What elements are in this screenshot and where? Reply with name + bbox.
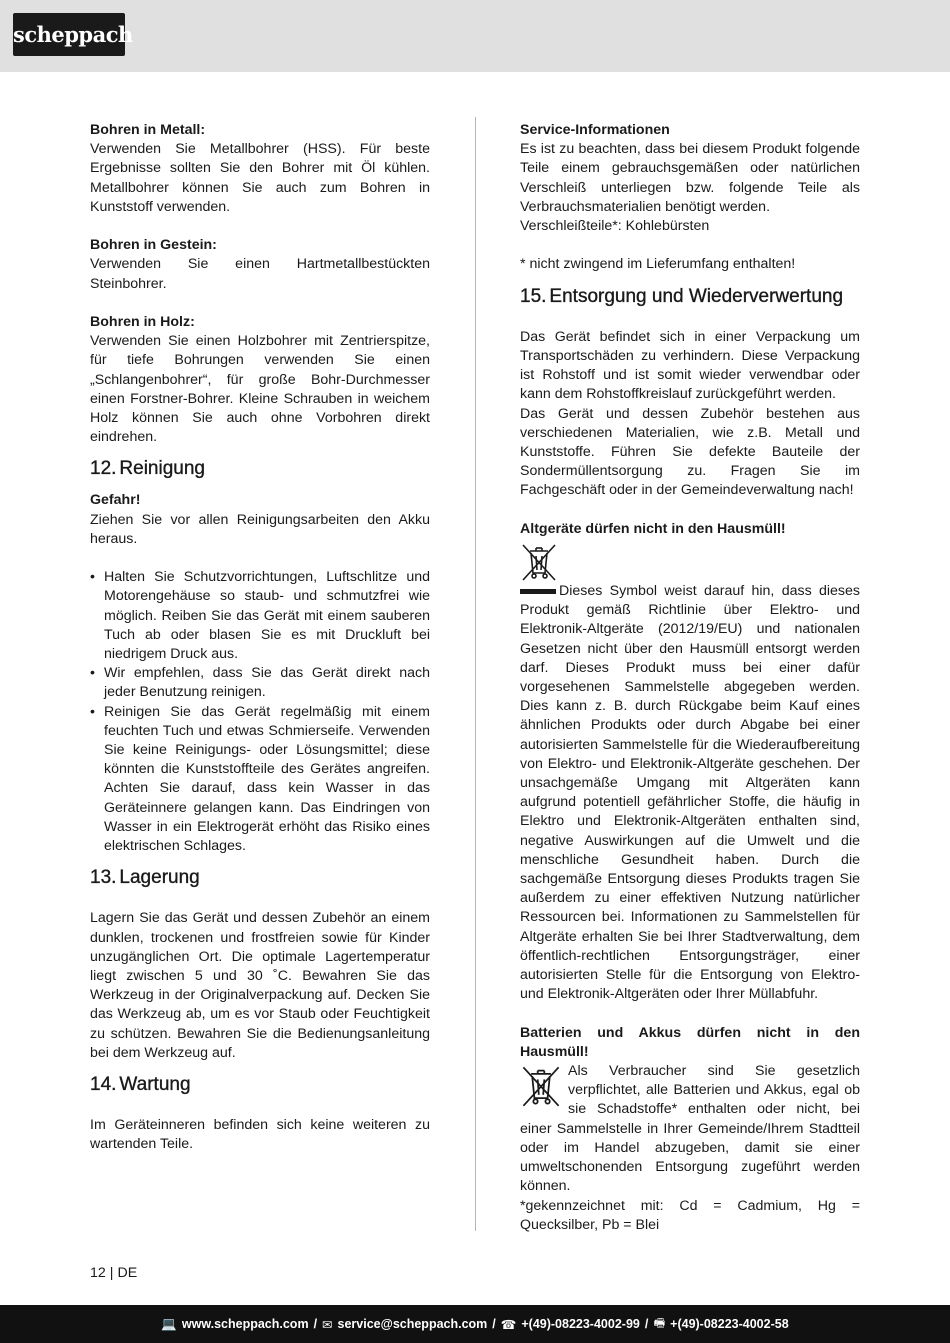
section-15-title: Entsorgung und Wiederverwertung <box>549 285 844 307</box>
cleaning-list <box>90 568 430 856</box>
stone-heading: Bohren in Gestein: <box>90 237 217 254</box>
section-15-number: 15. <box>520 285 547 307</box>
service-heading: Service-Informationen <box>520 122 670 138</box>
battery-text: Als Verbraucher sind Sie gesetzlich verpflichtet, alle Batterien und Akkus, egal ob sie Schadstoffe* enthalten oder nicht, bei einer Sammelstelle in Ihrer Gemeinde/Ihrem Stadtteil oder im Handel abzugeben, damit sie einer umweltschonenden Entsorgung zugeführt werden können. <box>520 1063 860 1195</box>
section-12-heading <box>90 457 430 481</box>
footer-email[interactable] <box>322 1317 487 1332</box>
weee-text <box>520 582 860 1004</box>
danger-heading: Gefahr! <box>90 492 141 509</box>
stone-text: Verwenden Sie einen Hartmetallbestückten Steinbohrer. <box>90 256 430 292</box>
email-link[interactable]: service@scheppach.com <box>337 1317 488 1331</box>
crossed-bin-icon <box>520 542 558 582</box>
section-13-title: Lagerung <box>119 867 200 889</box>
metal-text: Verwenden Sie Metallbohrer (HSS). Für beste Ergebnisse sollten Sie den Bohrer mit Öl kühlen. Metallbohrer können Sie auch zum Bohren in Kunststoff verwenden. <box>90 141 430 215</box>
website-link[interactable]: www.scheppach.com <box>181 1317 309 1331</box>
right-column <box>520 121 860 1235</box>
metal-heading: Bohren in Metall: <box>90 122 206 138</box>
service-text: Es ist zu beachten, dass bei diesem Produkt folgende Teile einem gebrauchsgemäßen oder natürlichen Verschleiß unterliegen bzw. folgende Teile als Verbrauchsmaterialien benötigt werden. <box>520 141 860 215</box>
battery-block <box>520 1062 860 1196</box>
phone-icon: ☎ <box>500 1317 517 1332</box>
weee-text-body: Dieses Symbol weist darauf hin, dass dieses Produkt gemäß Richtlinie über Elektro- und Elektronik-Altgeräte (2012/19/EU) und nationalen Gesetzen nicht über den Hausmüll entsorgt werden darf. Dieses Produkt muss bei einer dafür vorgesehenen Sammelstelle abgegeben werden. Dies kann z. B. durch Rückgabe beim Kauf eines ähnlichen Produkts oder durch Abgabe bei einer autorisierten Sammelstelle für die Wiederaufbereitung von Elektro- und Elektronik-Altgeräte geschehen. Der unsachgemäße Umgang mit Altgeräten kann aufgrund potentiell gefährlicher Stoffe, die häufig in Elektro und Elektronik-Altgeräten enthalten sind, negative Auswirkungen auf die Umwelt und die menschliche Gesundheit haben. Durch die sachgemäße Entsorgung dieses Produkts tragen Sie außerdem zu einer effektiven Nutzung natürlicher Ressourcen bei. Informationen zu Sammelstellen für Altgeräte erhalten Sie bei Ihrer Stadtverwaltung, dem öffentlich-rechtlichen Entsorgungsträger, einer autorisierten Stelle für die Entsorgung von Elektro- und Elektronik-Altgeräten oder Ihrer Müllabfuhr. <box>520 583 860 1003</box>
wear-parts: Verschleißteile*: Kohlebürsten <box>520 218 710 235</box>
list-item: • Halten Sie Schutzvorrichtungen, Luftschlitze und Motorengehäuse so staub- und schmutzfrei wie möglich. Reiben Sie das Gerät mit einem sauberen Tuch ab oder blasen Sie es mit Druckluft bei niedrigem Druck aus. <box>90 568 430 664</box>
list-item: • Wir empfehlen, dass Sie das Gerät direkt nach jeder Benutzung reinigen. <box>90 664 430 702</box>
brand-logo[interactable]: scheppach <box>13 13 125 56</box>
storage-text: Lagern Sie das Gerät und dessen Zubehör an einem dunklen, trockenen und frostfreien sowie für Kinder unzugänglichen Ort. Die optimale Lagertemperatur liegt zwischen 5 und 30 ˚C. Bewahren Sie das Werkzeug in der Originalverpackung auf. Decken Sie das Werkzeug ab, um es vor Staub oder Feuchtigkeit zu schützen. Bewahren Sie die Bedienungsanleitung bei dem Werkzeug auf. <box>90 910 430 1061</box>
footer-phone[interactable] <box>501 1317 640 1332</box>
footer-contact-bar <box>0 1305 950 1343</box>
header-band <box>0 0 950 72</box>
footer-fax[interactable] <box>653 1314 788 1335</box>
left-column <box>90 121 430 1155</box>
section-13-number: 13. <box>90 867 117 889</box>
fax-icon: 🖷 <box>653 1315 666 1330</box>
page-number <box>90 1265 137 1281</box>
fax-number[interactable]: +(49)-08223-4002-58 <box>670 1317 789 1331</box>
section-15-heading <box>520 285 860 309</box>
footer-website[interactable] <box>161 1317 308 1332</box>
section-12-title: Reinigung <box>119 458 205 480</box>
footer-separator: / <box>644 1317 649 1331</box>
wood-text: Verwenden Sie einen Holzbohrer mit Zentrierspitze, für tiefe Bohrungen verwenden Sie einen „Schlangenbohrer“, für große Bohr-Durchmesser einen Forstner-Bohrer. Kleine Schrauben in weichem Holz können Sie auch ohne Vorbohren direkt eindrehen. <box>90 333 430 446</box>
list-item: • Reinigen Sie das Gerät regelmäßig mit einem feuchten Tuch und etwas Schmierseife. Verwenden Sie keine Reinigungs- oder Lösungsmittel; diese könnten die Kunststoffteile des Gerätes angreifen. Achten Sie darauf, dass kein Wasser in das Geräteinnere gelangen kann. Das Eindringen von Wasser in ein Elektrogerät erhöht das Risiko eines elektrischen Schlages. <box>90 703 430 857</box>
black-bar-icon <box>520 589 556 594</box>
not-included-note: * nicht zwingend im Lieferumfang enthalten! <box>520 256 796 273</box>
footer-separator: / <box>313 1317 318 1331</box>
section-14-number: 14. <box>90 1074 117 1096</box>
page-number-value: 12 <box>90 1265 106 1281</box>
language-code: DE <box>117 1265 138 1281</box>
danger-text: Ziehen Sie vor allen Reinigungsarbeiten den Akku heraus. <box>90 511 430 547</box>
battery-note: *gekennzeichnet mit: Cd = Cadmium, Hg = Quecksilber, Pb = Blei <box>520 1197 860 1233</box>
maintenance-text: Im Geräteinneren befinden sich keine weiteren zu wartenden Teile. <box>90 1117 430 1153</box>
email-icon: ✉ <box>322 1317 333 1332</box>
section-12-number: 12. <box>90 458 117 480</box>
disposal-paragraph-1: Das Gerät befindet sich in einer Verpackung um Transportschäden zu verhindern. Diese Verpackung ist Rohstoff und ist somit wieder verwendbar oder kann dem Rohstoffkreislauf zurückgeführt werden. <box>520 328 860 403</box>
section-14-heading <box>90 1073 430 1097</box>
computer-icon: 💻 <box>161 1316 177 1331</box>
footer-separator: / <box>492 1317 496 1331</box>
page-separator: | <box>109 1265 114 1281</box>
wood-heading: Bohren in Holz: <box>90 314 195 330</box>
phone-number[interactable]: +(49)-08223-4002-99 <box>521 1317 640 1331</box>
section-14-title: Wartung <box>119 1074 191 1096</box>
column-divider <box>475 117 476 1231</box>
section-13-heading <box>90 866 430 890</box>
crossed-bin-icon <box>520 1064 562 1108</box>
disposal-paragraph-2: Das Gerät und dessen Zubehör bestehen aus verschiedenen Materialien, wie z.B. Metall und Kunststoffe. Führen Sie defekte Bauteile der Sondermüllentsorgung zu. Fragen Sie im Fachgeschäft oder in der Gemeindeverwaltung nach! <box>520 405 860 499</box>
battery-heading: Batterien und Akkus dürfen nicht in den Hausmüll! <box>520 1024 860 1060</box>
old-devices-heading: Altgeräte dürfen nicht in den Hausmüll! <box>520 520 786 537</box>
